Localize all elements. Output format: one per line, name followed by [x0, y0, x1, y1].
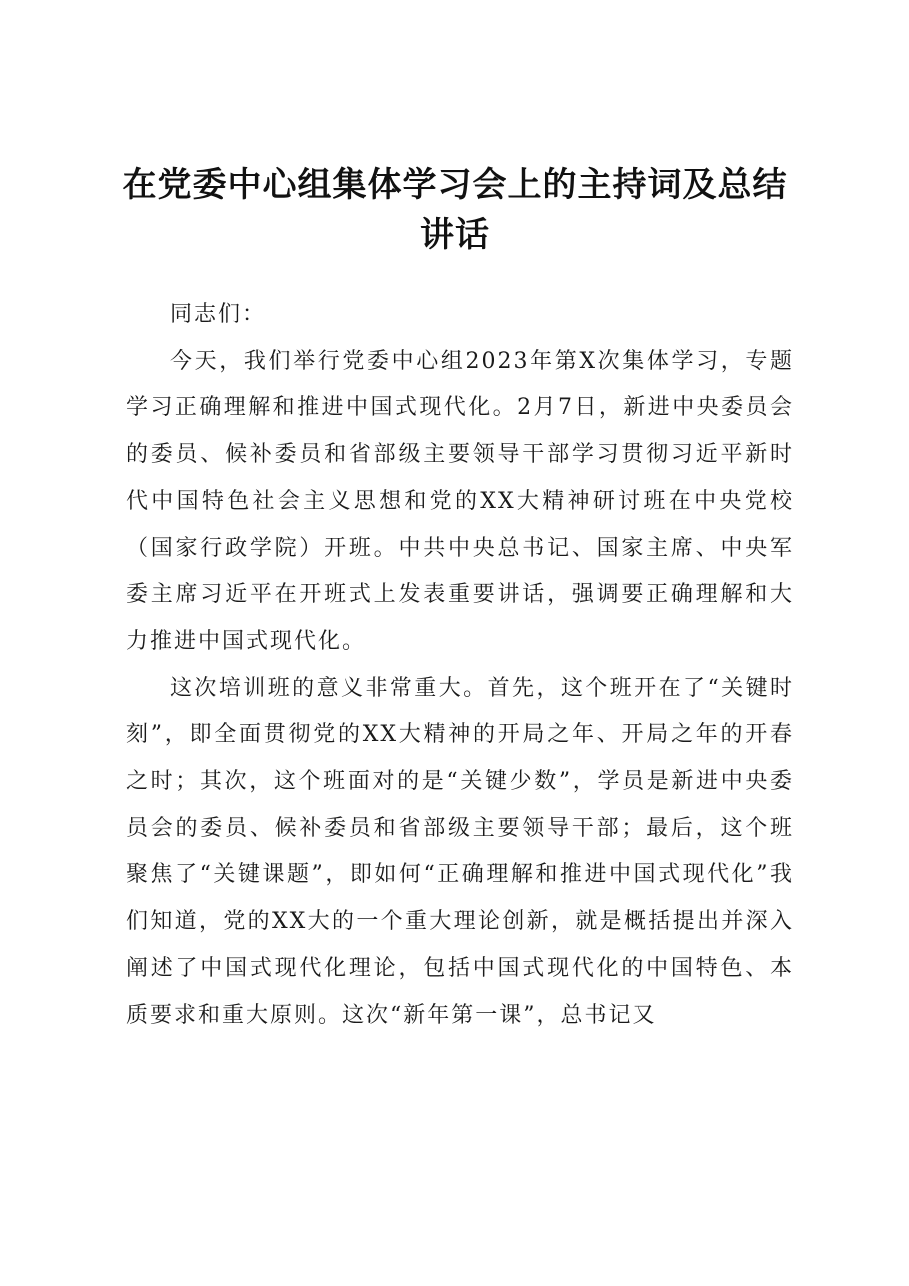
body-paragraph: 今天，我们举行党委中心组2023年第X次集体学习，专题学习正确理解和推进中国式现代化。2月7日，新进中央委员会的委员、候补委员和省部级主要领导干部学习贯彻习近平新时代中国特色社会主义思想和党的XX大精神研讨班在中央党校（国家行政学院）开班。中共中央总书记、国家主席、中央军委主席习近平在开班式上发表重要讲话，强调要正确理解和大力推进中国式现代化。	[126, 348, 794, 654]
document-body	[126, 292, 794, 1039]
salutation-paragraph: 同志们：	[170, 302, 267, 327]
document-title: 在党委中心组集体学习会上的主持词及总结讲话	[122, 165, 788, 255]
body-paragraph: 这次培训班的意义非常重大。首先，这个班开在了“关键时刻”，即全面贯彻党的XX大精神的开局之年、开局之年的开春之时；其次，这个班面对的是“关键少数”，学员是新进中央委员会的委员、候补委员和省部级主要领导干部；最后，这个班聚焦了“关键课题”，即如何“正确理解和推进中国式现代化”我们知道，党的XX大的一个重大理论创新，就是概括提出并深入阐述了中国式现代化理论，包括中国式现代化的中国特色、本质要求和重大原则。这次“新年第一课”，总书记又	[126, 675, 794, 1028]
